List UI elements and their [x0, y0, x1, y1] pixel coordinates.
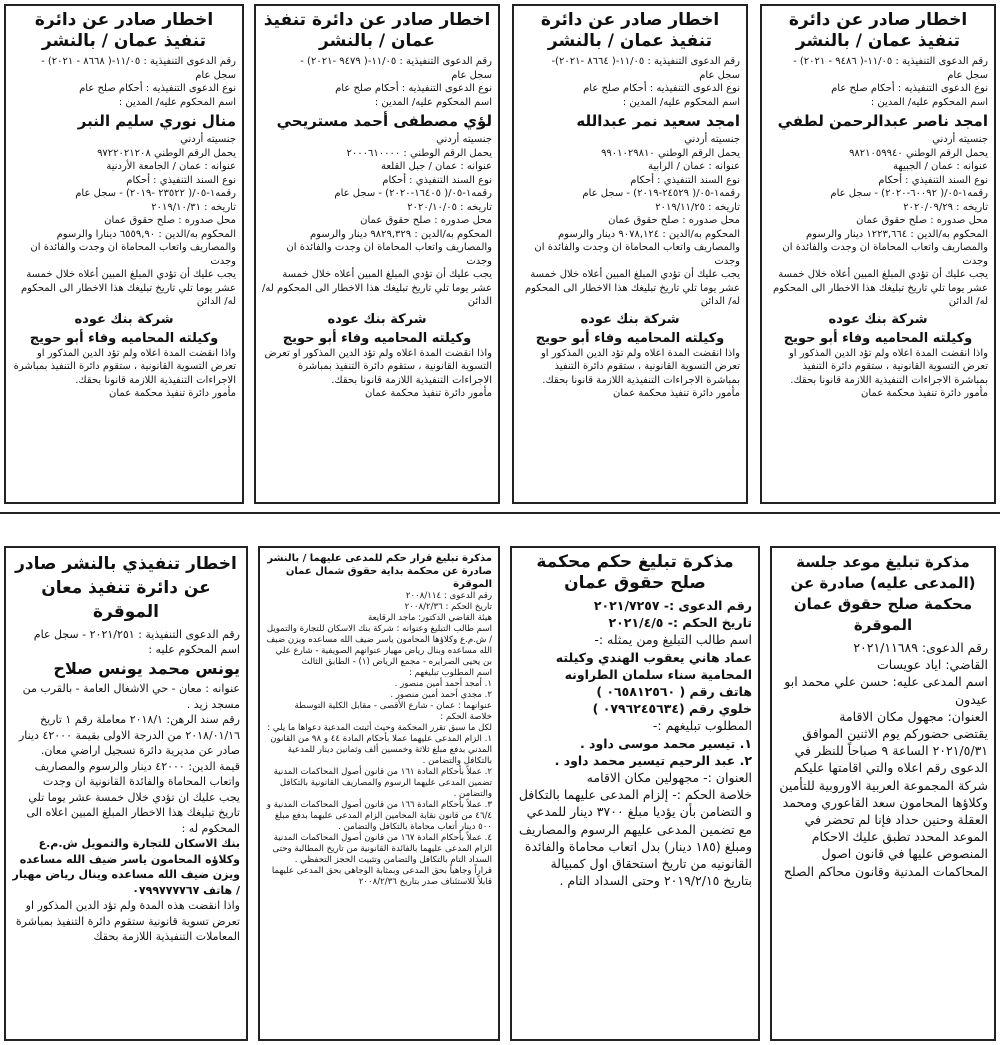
creditor-name: شركة بنك عوده — [580, 311, 680, 327]
creditor-lawyer: وكيلته المحاميه وفاء أبو حويج — [282, 330, 472, 346]
issuer: محل صدوره : صلح حقوق عمان — [104, 215, 236, 226]
warning-text: واذا انقضت المدة اعلاه ولم تؤد الدين المذكور او تعرض التسوية القانونية ، ستقوم دائرة التنفيذ بمباشرة الاجراءات التنفيذية اللازمة قانونا بحقك. — [788, 347, 988, 386]
bond-type: نوع السند التنفيذي : أحكام — [878, 174, 988, 186]
debt-amount: المحكوم به/الدين : ١٢٢٣,٦٦٤ دينار والرسوم — [805, 228, 988, 240]
debtor-name: لؤي مصطفى أحمد مستريحي — [276, 112, 492, 130]
debtor-name: منال نوري سليم النبر — [77, 112, 236, 130]
signature: مأمور دائرة تنفيذ محكمة عمان — [109, 388, 236, 399]
debt-extras: والمصاريف واتعاب المحاماة ان وجدت والفائدة ان وجدت — [782, 242, 988, 267]
payment-instruction: يجب عليك ان تؤدي خلال خمسة عشر يوما تلي تاريخ تبليغك هذا الاخطار المبلغ المبين اعلاه الى المحكوم له : — [26, 790, 240, 835]
creditor-name: شركة بنك عوده — [828, 311, 928, 327]
debt-extras: والمصاريف واتعاب المحاماة ان وجدت والفائدة ان وجدت — [286, 242, 492, 267]
notice-maan-execution — [4, 546, 248, 1041]
address: عنوانه : معان - حي الاشغال العامة - بالقرب من مسجد زيد . — [22, 682, 240, 711]
bond-number: رقمه١-٠٥/( ٢٤٥٢٩-٢٠١٩) - سجل عام — [582, 188, 740, 199]
ruling-4: ٤. عملاً بأحكام المادة ١٦٧ من قانون أصول المحاكمات المدنية الزام المدعى عليهما بالفائدة القانونية من تاريخ المطالبة وحتى السداد التام بالتكافل والتضامن وتثبيت الحجز التحفظي . — [272, 833, 492, 865]
notice-title: اخطار صادر عن دائرة تنفيذ عمان / بالنشر — [788, 10, 968, 51]
notice-title: مذكرة تبليغ موعد جلسة (المدعى عليه) صادرة عن محكمة صلح حقوق عمان الموقرة — [790, 553, 976, 634]
debt-amount: المحكوم به/الدين : ٩٨٢٩,٣٢٩ دينار والرسوم — [309, 228, 492, 240]
respondents-label: المطلوب تبليغهم :- — [652, 718, 752, 734]
address: عنوانه : عمان / جبل القلعة — [381, 161, 492, 172]
issuer: محل صدوره : صلح حقوق عمان — [608, 215, 740, 226]
judgment-summary: خلاصة الحكم :- إلزام المدعى عليهما بالتكافل و التضامن بأن يؤديا مبلغ ٣٧٠٠ دينار للمدعي مع تضمين المدعى عليهم الرسوم والمصاريف ومبلغ (١٨٥ دينار) بدل اتعاب محاماة والفائدة القانونيه من تاريخ استحقاق اول كمبيالة بتاريخ ٢٠١٩/٢/١٥ وحتى السداد التام . — [518, 787, 752, 889]
address: عنوانه : عمان / الرابية — [648, 161, 740, 172]
case-number: رقم الدعوى التنفيذية : ١١/٠٥-( ٩٤٧٩ -٢٠٢١) - — [300, 56, 492, 67]
requester-label: اسم طالب التبليغ ومن يمثله :- — [594, 632, 752, 648]
creditor-name: شركة بنك عوده — [327, 311, 427, 327]
respondent-2: ٢. مجدي أحمد أمين منصور . — [390, 690, 492, 700]
warning-text: واذا انقضت المدة اعلاه ولم تؤد الدين المذكور او تعرض التسوية القانونية ، ستقوم دائرة التنفيذ بمباشرة الاجراءات التنفيذية اللازمة قانونا بحقك. — [13, 347, 236, 386]
notice-title: اخطار صادر عن دائرة تنفيذ عمان / بالنشر — [34, 10, 214, 51]
issuer: محل صدوره : صلح حقوق عمان — [360, 215, 492, 226]
notice-judgment — [510, 546, 760, 1041]
register: سجل عام — [699, 69, 740, 81]
signature: مأمور دائرة تنفيذ محكمة عمان — [613, 388, 740, 399]
bond-date: تاريخه : ٢٠١٩/١٠/٣١ — [151, 201, 236, 213]
signature: مأمور دائرة تنفيذ محكمة عمان — [861, 388, 988, 399]
bond-date: تاريخه : ٢٠٢٠/٠٩/٢٩ — [903, 201, 988, 213]
row-divider — [0, 512, 1000, 514]
debtor-label: اسم المحكوم عليه/ المدين : — [374, 96, 492, 108]
address: عنوانه : عمان / الجامعة الأردنية — [106, 161, 236, 172]
notice-amjad-saeed — [512, 4, 748, 504]
summary-intro: لكل ما سبق تقرر المحكمة وحيث أثبتت المدعية دعواها ما يلي : — [267, 723, 492, 733]
register: سجل عام — [947, 69, 988, 81]
bond-type: نوع السند التنفيذي : أحكام — [382, 174, 492, 186]
respondent-2: ٢. عبد الرحيم تيسير محمد داود . — [554, 752, 752, 768]
judge: هيئة القاضي الدكتور: ماجد الرقايعة — [367, 613, 492, 623]
warning-text: واذا انقضت هذه المدة ولم تؤد الدين المذكور او تعرض تسوية قانونية ستقوم دائرة التنفيذ بمباشرة المعاملات التنفيذية اللازمة بحقك — [15, 899, 240, 943]
bond-date: تاريخه : ٢٠٢٠/١٠/٠٥ — [407, 201, 492, 213]
case-number: رقم الدعوى : ٢٠٠٨/١١٤ — [405, 591, 492, 601]
bond-date: تاريخه : ٢٠١٩/١١/٢٥ — [655, 201, 740, 213]
register: سجل عام — [195, 69, 236, 81]
debtor-name: يونس محمد يونس صلاح — [53, 659, 240, 678]
bond-type: نوع السند التنفيذي : أحكام — [630, 174, 740, 186]
notice-decision — [258, 546, 500, 1041]
case-type: نوع الدعوى التنفيذيه : أحكام صلح عام — [831, 83, 988, 94]
notice-title: اخطار صادر عن دائرة تنفيذ عمان / بالنشر — [263, 10, 491, 51]
debtor-label: اسم المحكوم عليه/ المدين : — [870, 96, 988, 108]
creditor-lawyer: وكيلته المحاميه وفاء أبو حويج — [783, 330, 973, 346]
national-id: يحمل الرقم الوطني ٩٨٢١٠٥٩٩٤٠ — [849, 147, 988, 159]
summons-text: يقتضى حضوركم يوم الاثنين الموافق ٢٠٢١/٥/٣١ الساعة ٩ صباحاً للنظر في الدعوى رقم اعلاه والتي اقامتها عليكم شركة المجموعة العربية الاوروبية للتأمين وكلاؤها المحامون سعد القاعوري ومحمد العقلة وحنين حداد فإنا لم تحضر في الموعد المحدد تطبق عليك الاحكام المنصوص عليها في قانون اصول المحاكمات المدنية وقانون محاكم الصلح — [779, 726, 988, 879]
creditor-name: شركة بنك عوده — [74, 311, 174, 327]
notice-luay-mustafa — [254, 4, 500, 504]
bond-number: رقمه١-٠٥/( ٢٣٥٢٢ -٢٠١٩) - سجل عام — [75, 188, 236, 199]
defendant: اسم المدعى عليه: حسن علي محمد ابو عيدون — [784, 674, 988, 707]
respondent-1: ١. تيسير محمد موسى داود . — [579, 735, 752, 751]
debt-amount: المحكوم به/الدين : ٦٥٥٩,٩٠ دينارا والرسوم والمصاريف واتعاب المحاماة ان وجدت والفائدة ان وجدت — [30, 228, 236, 267]
respondents-label: اسم المطلوب تبليغهم : — [408, 668, 492, 678]
ruling-3: ٣. عملاً بأحكام المادة ١٦٦ من قانون أصول المحاكمات المدنية و ٤٦/٤ من قانون نقابة المحامين الزام المدعى عليهما بدفع مبلغ ٥٠٠ دينار أتعاب محاماة بالتكافل والتضامن . — [266, 800, 492, 832]
national-id: يحمل الرقم الوطني ٩٧٢٢٠٢١٢٠٨ — [97, 147, 236, 159]
requester: اسم طالب التبليغ وعنوانه : شركة بنك الاسكان للتجارة والتمويل / ش.م.ع وكلاؤها المحامون ياسر ضيف الله مساعده ويزن ضيف الله مساعده وبنال رياض مهيار عنوانهم الصويفية - شارع علي بن يحيى الصرايره - مجمع الرياض (١) - الطابق الثالث — [266, 624, 492, 667]
judge: القاضي: اياد عويسات — [876, 657, 988, 673]
judgment-date: تاريخ الحكم : ٢٠٠٨/٢/٣٦ — [404, 602, 492, 612]
mortgage-bond: رقم سند الرهن: ٢٠١٨/١ معاملة رقم ١ تاريخ ٢٠١٨/٠١/١٦ من الدرجة الاولى بقيمة ٤٢٠٠٠ دينار صادر عن مديرية دائرة تسجيل اراضي معان. — [19, 713, 240, 757]
case-number: رقم الدعوى: ٢٠٢١/١١٦٨٩ — [853, 640, 988, 655]
case-type: نوع الدعوى التنفيذيه : أحكام صلح عام — [79, 83, 236, 94]
national-id: يحمل الرقم الوطني : ٢٠٠٠٦١٠٠٠٠ — [346, 147, 492, 159]
case-number: رقم الدعوى التنفيذية : ١١/٠٥-( ٨٦٦٤ -٢٠٢١)- — [551, 56, 740, 67]
payment-instruction: يجب عليك أن تؤدي المبلغ المبين أعلاه خلال خمسة عشر يوما تلي تاريخ تبليغك هذا الاخطار الى المحكوم له/ الدائن — [524, 269, 740, 307]
notice-title: مذكرة تبليغ حكم محكمة صلح حقوق عمان — [536, 552, 734, 593]
debtor-label: اسم المحكوم عليه : — [148, 643, 240, 656]
bond-number: رقمه١-٠٥/( ٦٠٠٩٢-٢٠٢٠) - سجل عام — [830, 188, 988, 199]
bond-number: رقمه١-٠٥/( ١٦٤٠٥-٢٠٢٠) - سجل عام — [334, 188, 492, 199]
address: العنوان: مجهول مكان الاقامة — [839, 708, 988, 724]
debtor-name: امجد سعيد نمر عبدالله — [576, 112, 740, 130]
national-id: يحمل الرقم الوطني ٩٩٠١٠٢٩٨١٠ — [601, 147, 740, 159]
debtor-label: اسم المحكوم عليه/ المدين : — [118, 96, 236, 108]
payment-instruction: يجب عليك أن تؤدي المبلغ المبين أعلاه خلال خمسة عشر يوما تلي تاريخ تبليغك هذا الاخطار الى المحكوم له/ الدائن — [772, 269, 988, 307]
ruling-footer: قراراً وجاهياً بحق المدعى وبمثابة الوجاهي بحق المدعى عليهما قابلاً للاستئناف صدر بتاريخ ٢٠٠٨/٢/٣٦ — [271, 866, 492, 887]
debt-extras: والمصاريف واتعاب المحاماة ان وجدت والفائدة ان وجدت — [534, 242, 740, 267]
warning-text: واذا انقضت المدة اعلاه ولم تؤد الدين المذكور او تعرض التسوية القانونية ، ستقوم دائرة التنفيذ بمباشرة الاجراءات التنفيذية اللازمة قانونا بحقك. — [540, 347, 740, 386]
payment-instruction: يجب عليك أن تؤدي المبلغ المبين أعلاه خلال خمسة عشر يوما تلي تاريخ تبليغك هذا الاخطار الى المحكوم له/ الدائن — [20, 269, 236, 307]
notice-title: اخطار صادر عن دائرة تنفيذ عمان / بالنشر — [540, 10, 720, 51]
warning-text: واذا انقضت المدة اعلاه ولم تؤد الدين المذكور او تعرض التسوية القانونية ، ستقوم دائرة التنفيذ بمباشرة الاجراءات التنفيذية اللازمة قانونا بحقك. — [264, 347, 492, 386]
register: سجل عام — [451, 69, 492, 81]
case-number: رقم الدعوى التنفيذية : ٢٠٢١/٢٥١ - سجل عام — [33, 628, 240, 641]
ruling-2: ٢. عملاً بأحكام المادة ١٦١ من قانون أصول المحاكمات المدنية تضمين المدعى عليهما الرسوم والمصاريف القانونية بالتكافل والتضامن . — [273, 767, 492, 799]
address: عنوانه : عمان / الجبيهة — [893, 161, 988, 172]
payment-instruction: يجب عليك أن تؤدي المبلغ المبين أعلاه خلال خمسة عشر يوما تلي تاريخ تبليغك هذا الاخطار الى المحكوم له/ الدائن — [262, 269, 492, 307]
respondent-1: ١. أمجد أحمد أمين منصور . — [394, 679, 492, 689]
judgment-date: تاريخ الحكم :- ٢٠٢١/٤/٥ — [608, 615, 752, 631]
creditor: بنك الاسكان للتجارة والتمويل ش.م.ع وكلاؤه المحامون ياسر ضيف الله مساعده ويزن ضيف الله مساعده وينال رياض مهيار / هاتف ٠٧٩٩٧٧٧٧٦٧ — [12, 837, 240, 897]
address: عنوانهما : عمان - شارع الأقصى - مقابل الكلية التوسطة — [294, 701, 492, 711]
requester: عماد هاني يعقوب الهندي وكيلته المحامية سناء سلمان الطراونه — [555, 649, 752, 682]
summary-label: خلاصة الحكم : — [440, 712, 492, 722]
creditor-lawyer: وكيلته المحاميه وفاء أبو حويج — [535, 330, 725, 346]
case-type: نوع الدعوى التنفيذيه : أحكام صلح عام — [335, 83, 492, 94]
debt-amount: قيمة الدين: ٤٢٠٠٠ دينار والرسوم والمصاريف واتعاب المحاماة والفائدة القانونية ان وجدت — [34, 759, 240, 788]
case-type: نوع الدعوى التنفيذيه : أحكام صلح عام — [583, 83, 740, 94]
nationality: جنسيته أردني — [932, 134, 988, 145]
notice-title: اخطار تنفيذي بالنشر صادر عن دائرة تنفيذ معان الموقرة — [15, 554, 237, 622]
nationality: جنسيته أردني — [684, 134, 740, 145]
bond-type: نوع السند التنفيذي : أحكام — [126, 174, 236, 186]
ruling-1: ١. الزام المدعى عليهما عملا بأحكام المادة ٤٤ و ٩٨ من القانون المدني بدفع مبلغ ثلاثة وخمسين ألف وثمانين دينار للمدعية بالتكافل والتضامن . — [270, 734, 492, 766]
notice-manal-nouri — [4, 4, 244, 504]
address: العنوان :- مجهولين مكان الاقامه — [586, 770, 752, 786]
case-number: رقم الدعوى التنفيذية : ١١/٠٥-( ٩٤٨٦ - ٢٠٢١) - — [793, 56, 988, 67]
notice-amjad-nasser — [760, 4, 996, 504]
notice-session-date — [770, 546, 996, 1041]
case-number: رقم الدعوى التنفيذية : ١١/٠٥-( ٨٦٦٨ - ٢٠٢١) - — [41, 56, 236, 67]
nationality: جنسيته أردني — [436, 134, 492, 145]
nationality: جنسيته أردني — [180, 134, 236, 145]
mobile: خلوي رقم (٠٧٩٦٢٤٥٦٣٤ ) — [592, 701, 752, 717]
notice-title: مذكرة تبليغ قرار حكم للمدعى عليهما / بالنشر صادرة عن محكمة بداية حقوق شمال عمان الموقرة — [267, 553, 492, 590]
signature: مأمور دائرة تنفيذ محكمة عمان — [365, 388, 492, 399]
case-number: رقم الدعوى :- ٢٠٢١/٧٢٥٧ — [593, 598, 752, 613]
creditor-lawyer: وكيلته المحاميه وفاء أبو حويج — [29, 330, 219, 346]
debtor-label: اسم المحكوم عليه/ المدين : — [622, 96, 740, 108]
debtor-name: امجد ناصر عبدالرحمن لطفي — [777, 112, 988, 130]
phone: هاتف رقم ( ٠٦٥٨١٢٥٦٠ ) — [596, 684, 752, 700]
debt-amount: المحكوم به/الدين : ٩٠٧٨,١٢٤ دينار والرسوم — [557, 228, 740, 240]
issuer: محل صدوره : صلح حقوق عمان — [856, 215, 988, 226]
